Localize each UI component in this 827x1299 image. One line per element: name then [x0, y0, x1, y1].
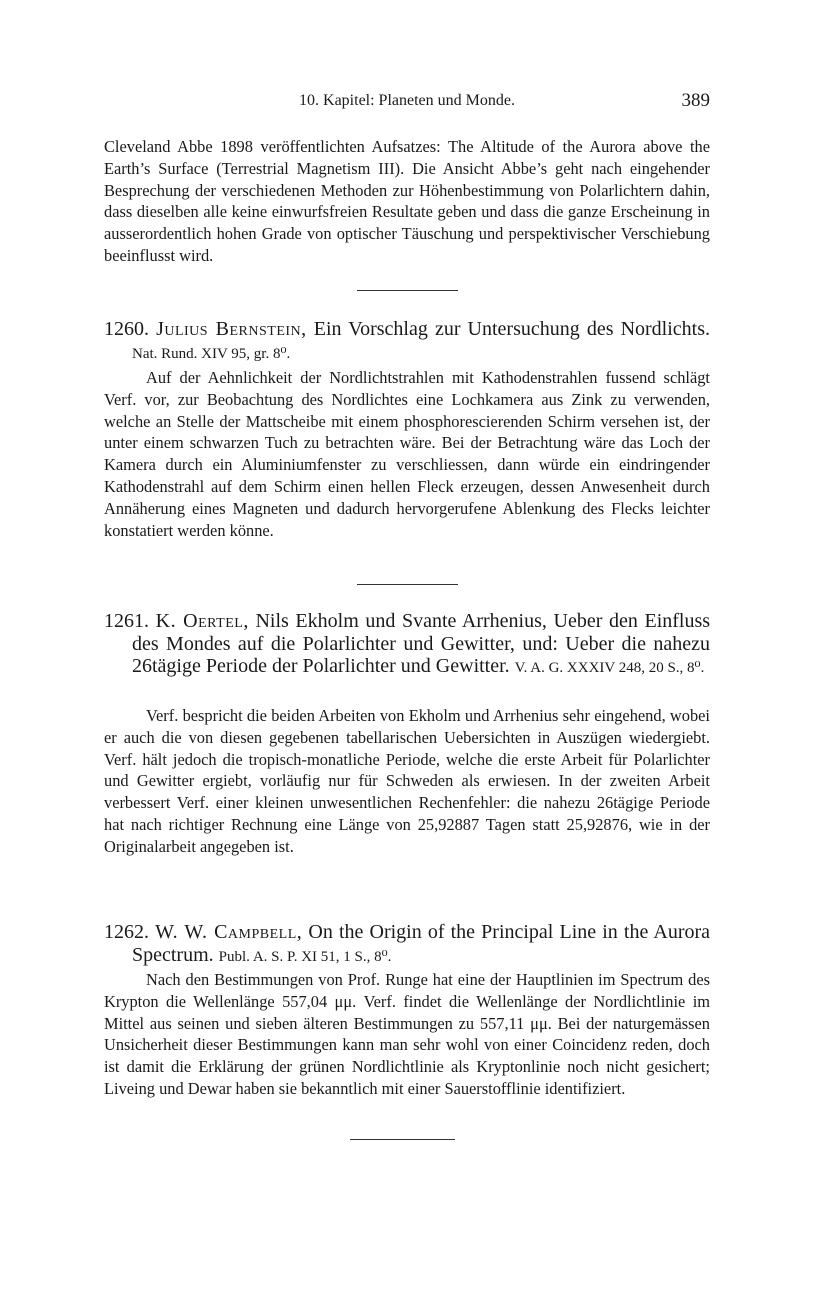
entry-title: Nils Ekholm und Svante Arrhenius, Ueber den Einfluss des Mondes auf die Polarlichter und Gewitter, und: Ueber die nahezu 26tägige Periode der Polarlichter und Gewitter. [132, 610, 711, 677]
entry-heading-1261 [104, 610, 710, 680]
running-title: 10. Kapitel: Planeten und Monde. [299, 92, 515, 109]
entry-source: V. A. G. XXXIV 248, 20 S., 8⁰. [514, 660, 705, 676]
entry-body-1262: Nach den Bestimmungen von Prof. Runge hat eine der Hauptlinien im Spectrum des Krypton die Wellenlänge 557,04 μμ. Verf. findet die Wellenlänge der Nordlichtlinie im Mittel aus seinen und sieben älteren Bestimmungen zu 557,11 μμ. Bei der naturgemässen Unsicherheit dieser Bestimmungen kann man sehr wohl von einer Coincidenz reden, doch ist damit die Erklärung der grünen Nordlichtlinie als Kryptonlinie noch nicht gesichert; Liveing und Dewar haben sie bekanntlich mit einer Sauerstofflinie identifiziert. [104, 970, 710, 1098]
section-divider [357, 290, 458, 291]
entry-source: Nat. Rund. XIV 95, gr. 8⁰. [132, 345, 291, 362]
section-divider [350, 1139, 455, 1140]
entry-author: W. W. Campbell, [155, 921, 303, 943]
entry-heading-1260 [104, 318, 710, 365]
section-divider [357, 584, 458, 585]
entry-author: Julius Bernstein, [156, 318, 307, 340]
entry-number: 1262. [104, 921, 149, 943]
entry-number: 1261. [104, 610, 149, 632]
entry-title: On the Origin of the Principal Line in the Aurora Spectrum. [132, 921, 711, 966]
entry-author: K. Oertel, [155, 610, 249, 632]
intro-paragraph: Cleveland Abbe 1898 veröffentlichten Aufsatzes: The Altitude of the Aurora above the Earth’s Surface (Terrestrial Magnetism III). Die Ansicht Abbe’s geht nach eingehender Besprechung der verschiedenen Methoden zur Höhenbestimmung von Polarlichtern dahin, dass dieselben alle keine einwurfsfreien Resultate geben und dass die ganze Erscheinung in ausserordentlich hohen Grade von optischer Täuschung und perspektivischer Verschiebung beeinflusst wird. [104, 137, 710, 265]
entry-title: Ein Vorschlag zur Untersuchung des Nordlichts. [313, 318, 710, 340]
entry-number: 1260. [104, 318, 149, 340]
entry-body-1260: Auf der Aehnlichkeit der Nordlichtstrahlen mit Kathodenstrahlen fussend schlägt Verf. vor, zur Beobachtung des Nordlichtes eine Lochkamera aus Zink zu verwenden, welche an Stelle der Mattscheibe mit einem phosphorescierenden Schirm versehen ist, der unter einem schwarzen Tuch zu betrachten wäre. Bei der Betrachtung wäre das Loch der Kamera durch ein Aluminiumfenster zu verschliessen, dann würde ein eindringender Kathodenstrahl auf dem Schirm einen hellen Fleck erzeugen, dessen Anwesenheit durch Annäherung eines Magneten und dadurch hervorgerufene Ablenkung des Flecks leichter konstatiert werden könne. [104, 368, 710, 540]
entry-heading-1262 [104, 921, 710, 968]
page-number: 389 [681, 90, 710, 111]
entry-body-1261: Verf. bespricht die beiden Arbeiten von Ekholm und Arrhenius sehr eingehend, wobei er auch die von diesen gegebenen tabellarischen Uebersichten in Auszügen wiedergiebt. Verf. hält jedoch die tropisch-monatliche Periode, welche die erste Arbeit für Polarlichter und Gewitter ergiebt, vorläufig nur für Schweden als erwiesen. In der zweiten Arbeit verbessert Verf. einer kleinen unwesentlichen Rechenfehler: die nahezu 26tägige Periode hat nach richtiger Rechnung eine Länge von 25,92887 Tagen statt 25,92876, wie in der Originalarbeit angegeben ist. [104, 706, 710, 856]
running-header [104, 90, 710, 114]
entry-source: Publ. A. S. P. XI 51, 1 S., 8⁰. [218, 948, 392, 965]
